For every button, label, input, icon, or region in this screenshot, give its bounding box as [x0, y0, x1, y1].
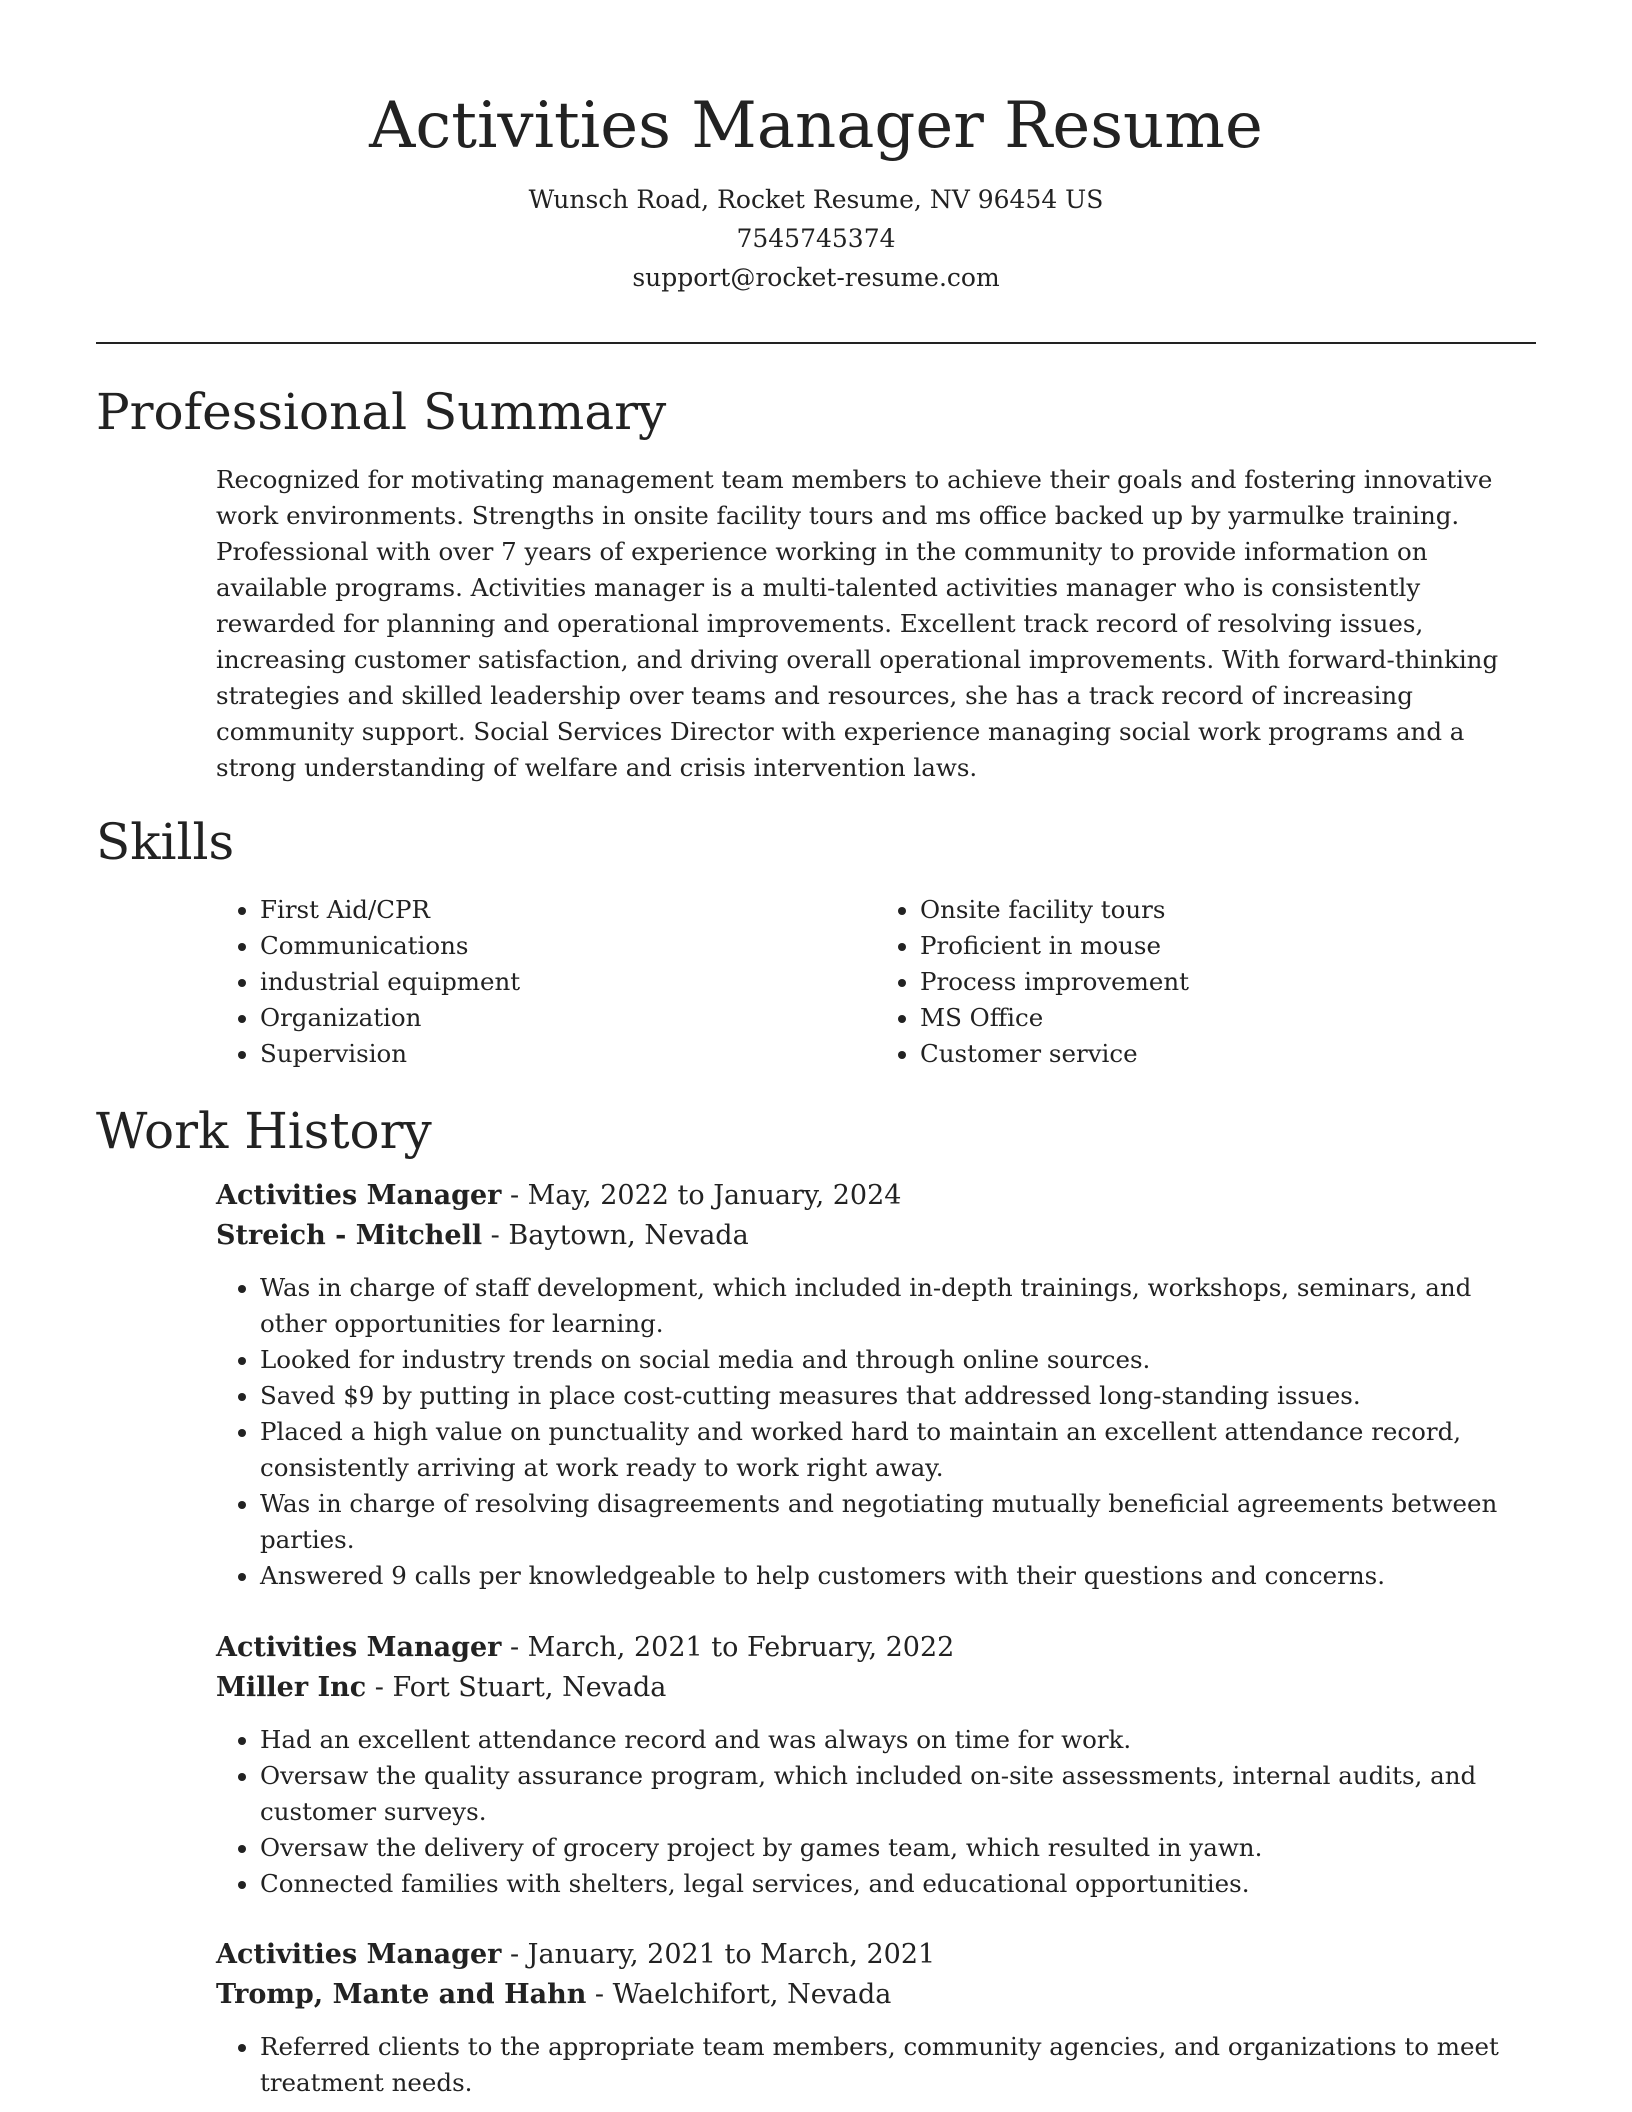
job-company-line	[216, 1216, 1536, 1256]
job-dates: - March, 2021 to February, 2022	[501, 1632, 955, 1663]
resume-header	[0, 0, 1632, 297]
job-bullet: • Had an excellent attendance record and was always on time for work.	[260, 1722, 1536, 1758]
job-dates: - January, 2021 to March, 2021	[501, 1939, 936, 1970]
job-location: - Baytown, Nevada	[482, 1220, 749, 1251]
job-title-line	[216, 1176, 1536, 1216]
job-bullet: • Referred clients to the appropriate team members, community agencies, and organizations to meet treatment needs.	[260, 2029, 1536, 2101]
job-bullets	[216, 1722, 1536, 1902]
skill-item: • MS Office	[920, 1000, 1536, 1036]
skill-item: • Proficient in mouse	[920, 928, 1536, 964]
job-location: - Waelchifort, Nevada	[586, 1979, 892, 2010]
summary-text: Recognized for motivating management team members to achieve their goals and fostering innovative work environments. Strengths in onsite facility tours and ms office backed up by yarmulke training. Professional with over 7 years of experience working in the community to provide information on available programs. Activities manager is a multi-talented activities manager who is consistently rewarded for planning and operational improvements. Excellent track record of resolving issues, increasing customer satisfaction, and driving overall operational improvements. With forward-thinking strategies and skilled leadership over teams and resources, she has a track record of increasing community support. Social Services Director with experience managing social work programs and a strong understanding of welfare and crisis intervention laws.	[216, 465, 1499, 782]
skills-column-right	[876, 892, 1536, 1072]
skills-column-left	[216, 892, 876, 1072]
job-bullets	[216, 2029, 1536, 2101]
job-bullet: • Placed a high value on punctuality and worked hard to maintain an excellent attendance record, consistently arriving at work ready to work right away.	[260, 1414, 1536, 1486]
job-company: Tromp, Mante and Hahn	[216, 1979, 587, 2010]
job-bullet: • Answered 9 calls per knowledgeable to help customers with their questions and concerns.	[260, 1558, 1536, 1594]
summary-heading: Professional Summary	[96, 383, 667, 441]
job-role: Activities Manager	[216, 1632, 502, 1663]
contact-phone: 7545745374	[736, 224, 896, 253]
skill-item: • Communications	[260, 928, 876, 964]
job-bullet: • Saved $9 by putting in place cost-cutting measures that addressed long-standing issues.	[260, 1378, 1536, 1414]
job-entry	[216, 1935, 1536, 2101]
job-entry	[216, 1176, 1536, 1594]
skills-heading: Skills	[96, 813, 235, 871]
contact-address: Wunsch Road, Rocket Resume, NV 96454 US	[528, 185, 1104, 214]
job-title-line	[216, 1628, 1536, 1668]
job-bullet: • Oversaw the delivery of grocery project by games team, which resulted in yawn.	[260, 1830, 1536, 1866]
job-title-line	[216, 1935, 1536, 1975]
skill-item: • Process improvement	[920, 964, 1536, 1000]
skill-item: • Supervision	[260, 1036, 876, 1072]
job-company-line	[216, 1668, 1536, 1708]
job-role: Activities Manager	[216, 1939, 502, 1970]
job-bullets	[216, 1270, 1536, 1594]
job-bullet: • Was in charge of staff development, which included in-depth trainings, workshops, seminars, and other opportunities for learning.	[260, 1270, 1536, 1342]
job-role: Activities Manager	[216, 1180, 502, 1211]
skill-item: • Onsite facility tours	[920, 892, 1536, 928]
job-bullet: • Looked for industry trends on social media and through online sources.	[260, 1342, 1536, 1378]
contact-block	[0, 180, 1632, 297]
skills-list	[216, 892, 1536, 1072]
job-location: - Fort Stuart, Nevada	[366, 1672, 667, 1703]
job-entry	[216, 1628, 1536, 1902]
header-divider	[96, 342, 1536, 344]
skill-item: • Customer service	[920, 1036, 1536, 1072]
job-bullet: • Oversaw the quality assurance program, which included on-site assessments, internal audits, and customer surveys.	[260, 1758, 1536, 1830]
resume-title: Activities Manager Resume	[369, 89, 1263, 163]
skill-item: • industrial equipment	[260, 964, 876, 1000]
job-company-line	[216, 1975, 1536, 2015]
job-company: Streich - Mitchell	[216, 1220, 483, 1251]
skill-item: • Organization	[260, 1000, 876, 1036]
job-bullet: • Was in charge of resolving disagreements and negotiating mutually beneficial agreements between parties.	[260, 1486, 1536, 1558]
job-dates: - May, 2022 to January, 2024	[501, 1180, 902, 1211]
skill-item: • First Aid/CPR	[260, 892, 876, 928]
contact-email: support@rocket-resume.com	[632, 263, 1000, 292]
job-bullet: • Connected families with shelters, legal services, and educational opportunities.	[260, 1866, 1536, 1902]
work-history-heading: Work History	[96, 1102, 432, 1160]
job-company: Miller Inc	[216, 1672, 367, 1703]
